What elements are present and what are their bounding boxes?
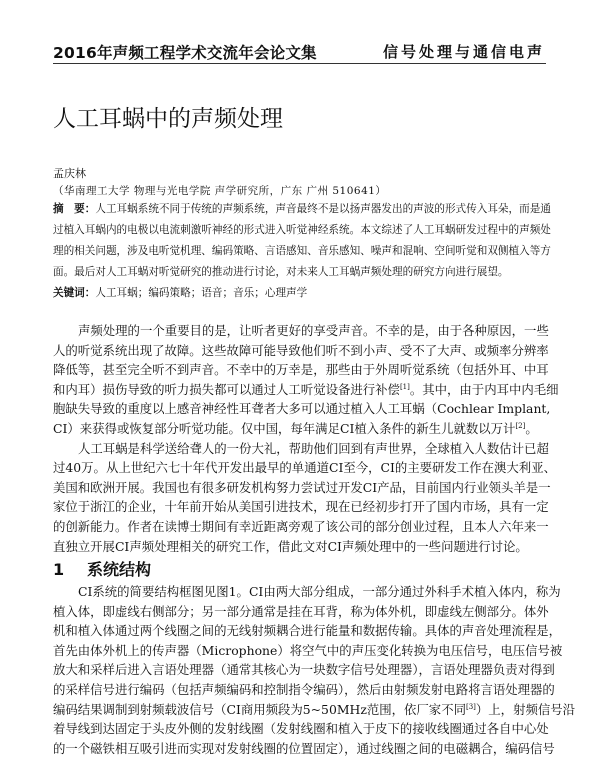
line-text: 的一个磁铁相互吸引进而实现对发射线圈的位置固定），通过线圈之间的电磁耦合，编码信号	[53, 740, 555, 756]
text-line	[53, 517, 549, 537]
abstract-line: 理的相关问题，涉及电听觉机理、编码策略、言语感知、音乐感知、噪声和混响、空间听觉和双侧植入等方	[53, 245, 551, 257]
line-text: 胞缺失导致的重度以上感音神经性耳聋者大多可以通过植入人工耳蜗（Cochlear Implant,	[53, 401, 551, 417]
line-text: 。	[525, 421, 538, 436]
citation-ref: [3]	[465, 702, 476, 711]
text-line	[53, 641, 563, 661]
text-line	[53, 700, 576, 720]
section-title: 系统结构	[87, 560, 152, 579]
affiliation: （华南理工大学 物理与光电学院 声学研究所，广东 广州 510641）	[53, 185, 387, 197]
line-text: 和内耳）损伤导致的听力损失都可以通过人工听觉设备进行补偿	[53, 381, 400, 397]
line-text: 声频处理的一个重要目的是，让听者更好的享受声音。不幸的是，由于各种原因，一些	[78, 323, 549, 338]
text-line	[78, 321, 549, 341]
author: 孟庆林	[53, 167, 86, 180]
text-line	[78, 582, 561, 602]
abstract-line: 过植入耳蜗内的电极以电流刺激听神经的形式进入听觉神经系统。本文综述了人工耳蜗研发过程中的声频处	[53, 224, 551, 236]
keywords-label: 关键词：	[53, 287, 96, 299]
citation-ref: [2]	[515, 422, 526, 430]
citation-ref: [1]	[399, 382, 410, 391]
text-line	[53, 478, 551, 498]
line-text: 放大和采样后进入言语处理器（通常其核心为一块数字信号处理器），言语处理器负责对得到	[53, 662, 555, 678]
abstract-line	[53, 199, 551, 219]
line-text: ）上，射频信号沿	[475, 701, 576, 717]
text-line	[53, 360, 549, 380]
line-text: CI系统的简要结构框图见图1。CI由两大部分组成，一部分通过外科手术植入体内，称为	[78, 584, 561, 599]
line-text: 。其中，由于内耳中内毛细	[409, 381, 559, 397]
text-line	[53, 660, 555, 680]
proceedings-title: 2016年声频工程学术交流年会论文集	[53, 44, 317, 62]
line-text: 着导线到达固定于头皮外侧的发射线圈（发射线圈和植入于皮下的接收线圈通过各自中心处	[53, 721, 549, 737]
keywords-text: 人工耳蜗；编码策略；语音；音乐；心理声学	[95, 287, 308, 299]
section-number: 1	[53, 560, 65, 579]
text-line	[53, 537, 545, 557]
line-text: 的采样信号进行编码（包括声频编码和控制指令编码），然后由射频发射电路将言语处理器的	[53, 682, 555, 697]
abstract-label: 摘 要：	[53, 203, 96, 215]
text-line	[78, 439, 549, 459]
text-line	[53, 399, 551, 419]
text-line	[53, 380, 559, 400]
line-text: 家位于浙江的企业，十年前开始从美国引进技术，现在已经初步打开了国内市场，具有一定	[53, 499, 549, 515]
text-line	[53, 602, 549, 622]
line-text: 机和植入体通过两个线圈之间的无线射频耦合进行能量和数据传输。具体的声音处理流程是，	[53, 623, 562, 639]
line-text: 过40万。从上世纪六七十年代开发出最早的单通道CI至今，CI的主要研发工作在澳大利亚、	[53, 460, 556, 476]
text-line	[53, 680, 555, 700]
text-line	[53, 739, 555, 759]
text-line	[53, 719, 549, 739]
text-line	[53, 341, 549, 361]
line-text: 人工耳蜗是科学送给聋人的一份大礼，帮助他们回到有声世界，全球植入人数估计已超	[78, 440, 549, 456]
line-text: 植入体，即虚线右侧部分；另一部分通常是挂在耳背，称为体外机，即虚线左侧部分。体外	[53, 603, 549, 619]
text-line	[53, 497, 549, 517]
line-text: 直独立开展CI声频处理相关的研究工作，借此文对CI声频处理中的一些问题进行讨论。	[53, 538, 528, 554]
text-line	[53, 621, 562, 641]
abstract-text: 人工耳蜗系统不同于传统的声频系统，声音最终不是以扬声器发出的声波的形式传入耳朵，而是通	[95, 203, 551, 215]
keywords	[53, 283, 545, 303]
text-line	[53, 458, 556, 478]
line-text: 首先由体外机上的传声器（Microphone）将空气中的声压变化转换为电压信号，电压信号被	[53, 642, 563, 658]
line-text: CI）来获得或恢复部分听觉功能。仅中国，每年满足CI植入条件的新生儿就数以万计	[53, 421, 516, 436]
line-text: 的创新能力。作者在读博士期间有幸近距离旁观了该公司的部分创业过程，且本人六年来一	[53, 519, 549, 534]
section-heading	[53, 557, 151, 580]
header-rule	[53, 63, 546, 64]
abstract-line: 面。最后对人工耳蜗对听觉研究的推动进行讨论，对未来人工耳蜗声频处理的研究方向进行展望。	[53, 266, 509, 278]
section-label: 信号处理与通信电声	[382, 43, 545, 61]
line-text: 美国和欧洲开展。我国也有很多研发机构努力尝试过开发CI产品，目前国内行业领头羊是一	[53, 479, 551, 495]
text-line	[53, 419, 545, 439]
line-text: 降低等，甚至完全听不到声音。不幸中的万幸是，那些由于外周听觉系统（包括外耳、中耳	[53, 362, 549, 378]
line-text: 编码结果调制到射频载波信号（CI商用频段为5~50MHz范围，依厂家不同	[53, 701, 466, 717]
paper-title: 人工耳蜗中的声频处理	[53, 106, 283, 132]
line-text: 人的听觉系统出现了故障。这些故障可能导致他们听不到小声、受不了大声、或频率分辨率	[53, 342, 549, 358]
